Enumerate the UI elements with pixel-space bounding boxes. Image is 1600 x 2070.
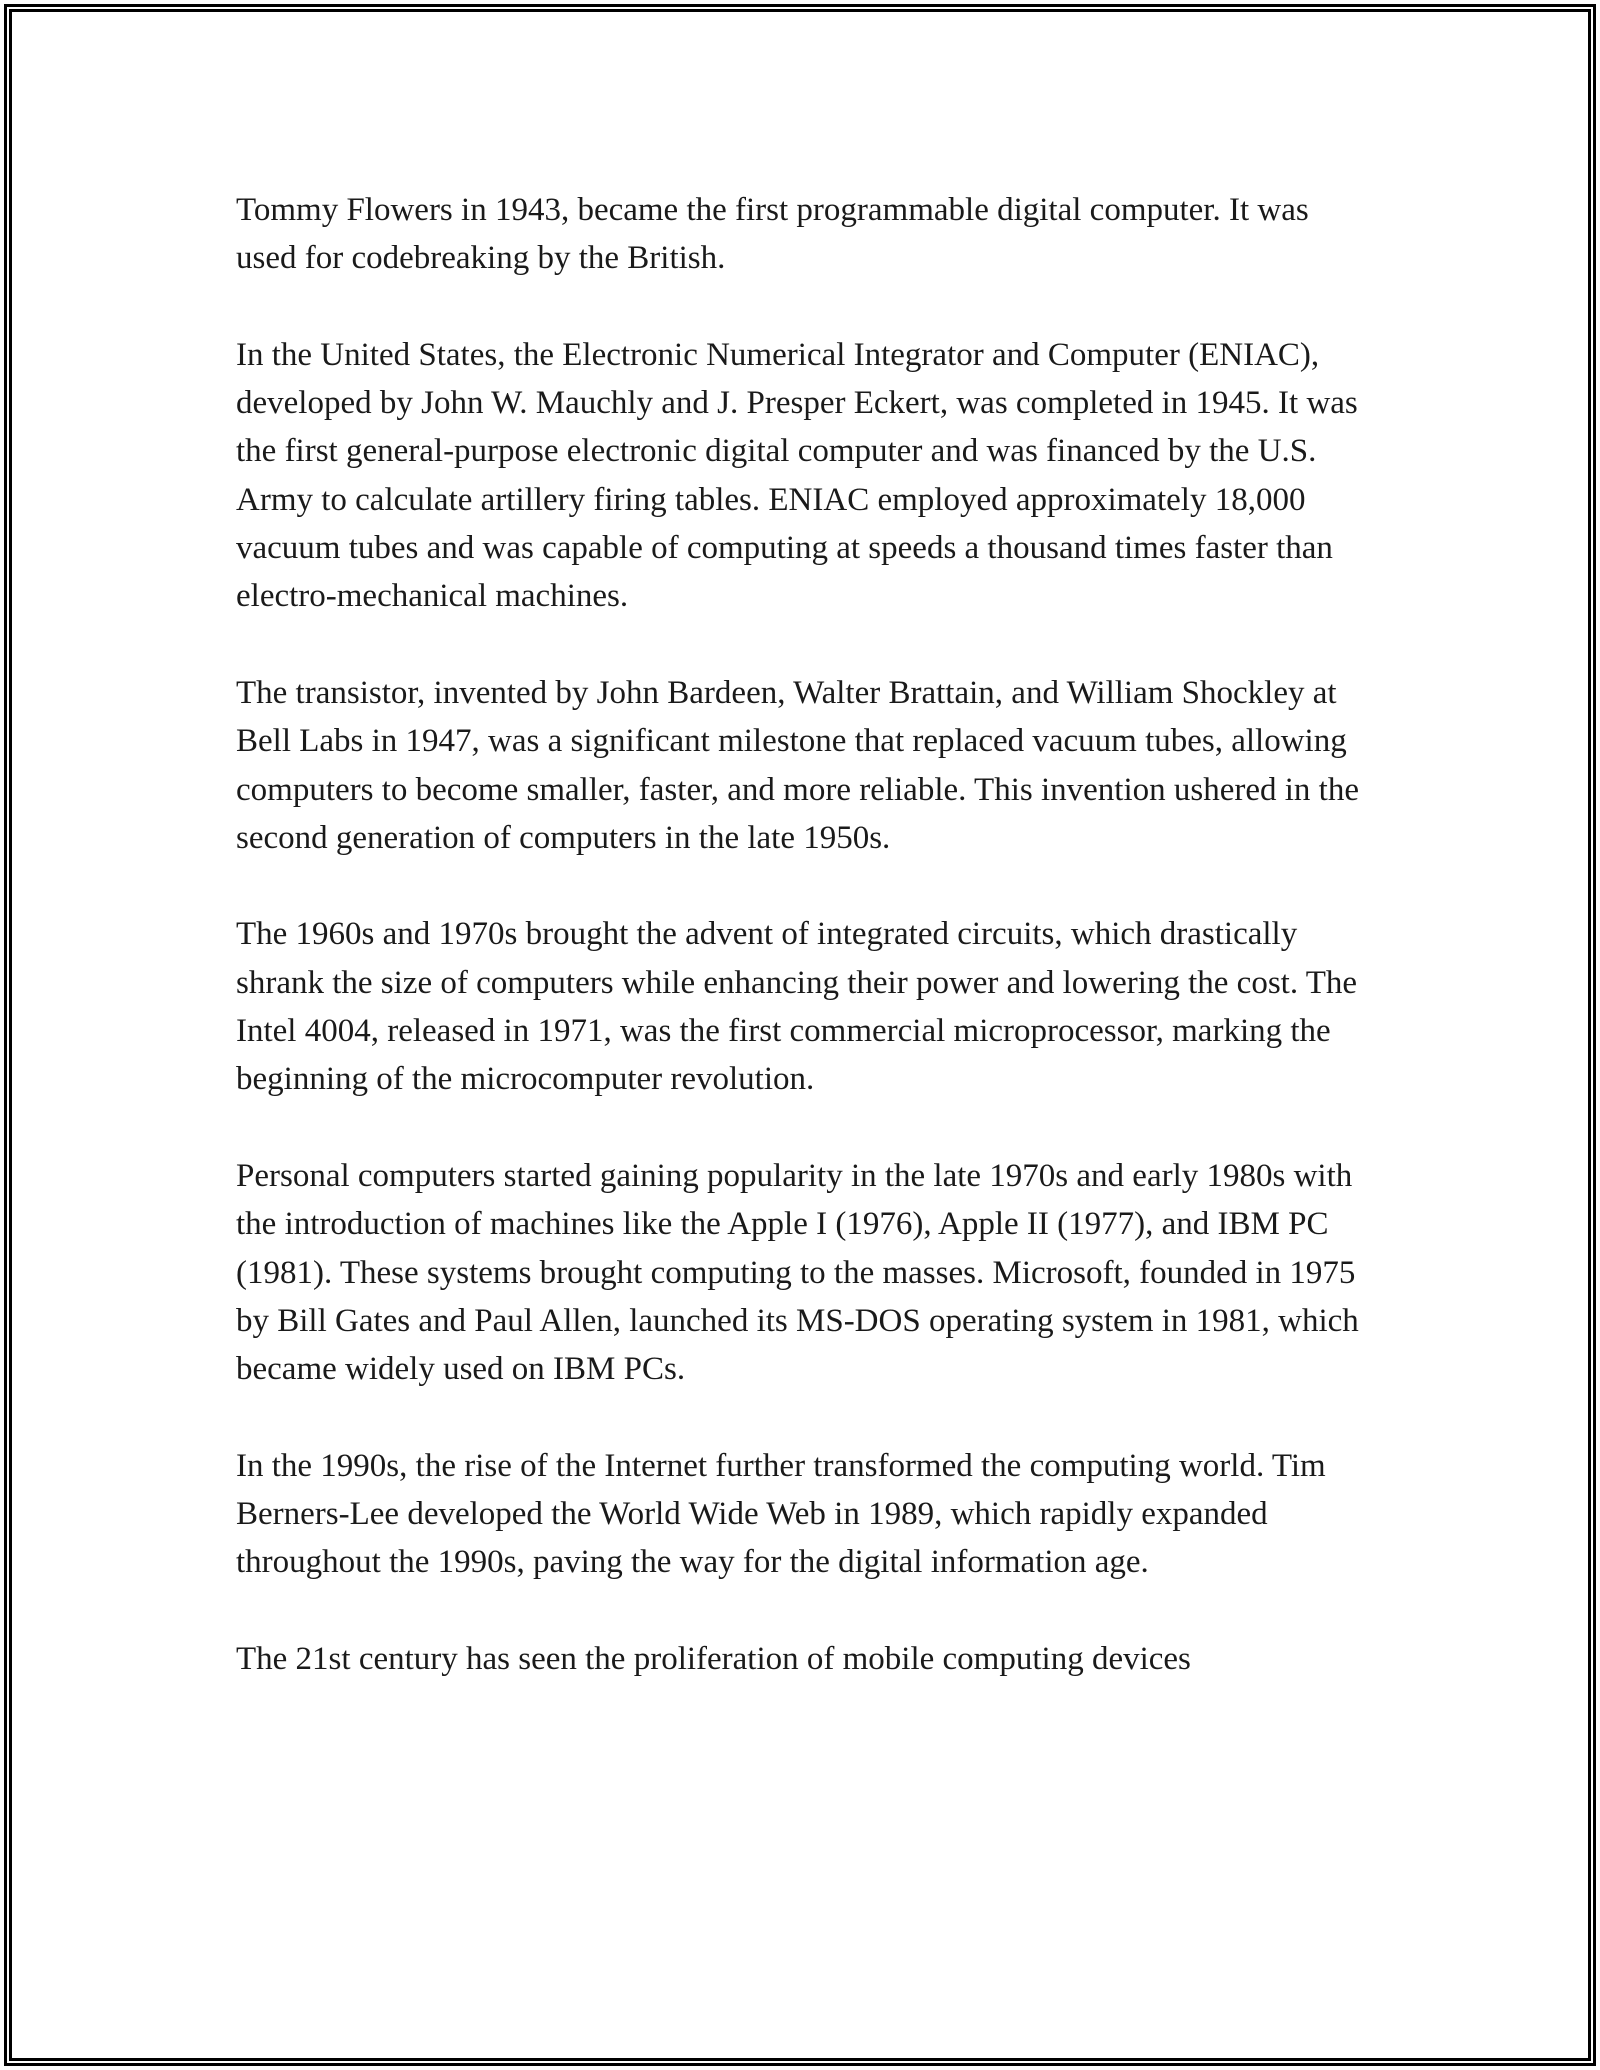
paragraph-colossus: Tommy Flowers in 1943, became the first programmable digital computer. It was used for codebreaking by the British. — [236, 192, 1309, 277]
paragraph-21st-century: The 21st century has seen the proliferation of mobile computing devices — [236, 1640, 1191, 1677]
paragraph-transistor: The transistor, invented by John Bardeen, Walter Brattain, and William Shockley at Bell Labs in 1947, was a significant milestone that replaced vacuum tubes, allowing computers to become smaller, faster, and more reliable. This invention ushered in the second generation of computers in the late 1950s. — [236, 674, 1359, 856]
paragraph-integrated-circuits: The 1960s and 1970s brought the advent of integrated circuits, which drastically shrank the size of computers while enhancing their power and lowering the cost. The Intel 4004, released in 1971, was the first commercial microprocessor, marking the beginning of the microcomputer revolution. — [236, 916, 1358, 1098]
paragraph-personal-computers: Personal computers started gaining popularity in the late 1970s and early 1980s with the introduction of machines like the Apple I (1976), Apple II (1977), and IBM PC (1981). These systems brought computing to the masses. Microsoft, founded in 1975 by Bill Gates and Paul Allen, launched its MS-DOS operating system in 1981, which became widely used on IBM PCs. — [236, 1157, 1359, 1388]
paragraph-internet: In the 1990s, the rise of the Internet further transformed the computing world. Tim Berners-Lee developed the World Wide Web in 1989, which rapidly expanded throughout the 1990s, paving the way for the digital information age. — [236, 1447, 1326, 1581]
paragraph-eniac: In the United States, the Electronic Numerical Integrator and Computer (ENIAC), developed by John W. Mauchly and J. Presper Eckert, was completed in 1945. It was the first general-purpose electronic digital computer and was financed by the U.S. Army to calculate artillery firing tables. ENIAC employed approximately 18,000 vacuum tubes and was capable of computing at speeds a thousand times faster than electro-mechanical machines. — [236, 336, 1358, 615]
document-body — [236, 186, 1376, 1683]
